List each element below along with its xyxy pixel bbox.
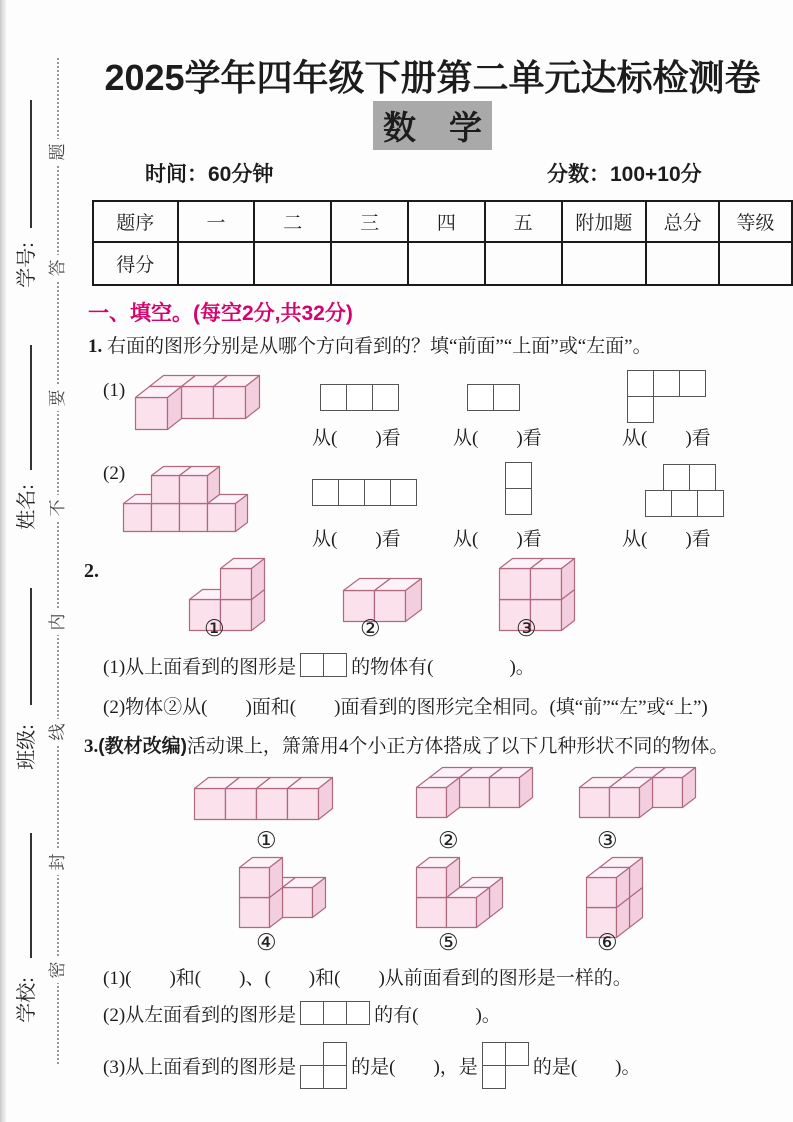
view-cell	[627, 396, 654, 423]
seal-char: 内	[45, 609, 71, 635]
q2-sub2[interactable]: (2)物体②从( )面和( )面看到的图形完全相同。(填“前”“左”或“上”)	[103, 697, 708, 718]
view-cell	[467, 384, 494, 411]
student-id-label: 学号:	[16, 242, 38, 288]
view-cell	[671, 490, 698, 517]
class-label: 班级:	[16, 724, 38, 770]
q3-sub1[interactable]: (1)( )和( )、( )和( )从前面看到的图形是一样的。	[103, 968, 632, 989]
q1-view-caption[interactable]: 从( )看	[453, 529, 542, 550]
q2-number: 2.	[84, 560, 99, 582]
q3-text	[84, 731, 728, 758]
q1-figure-2	[122, 465, 249, 533]
subject-title: 数 学	[373, 101, 492, 150]
q3-sub2-pre: (2)从左面看到的图形是	[103, 1004, 297, 1026]
score-table-cell: 四	[408, 201, 485, 242]
q1-view-caption[interactable]: 从( )看	[622, 428, 711, 449]
view-cell	[364, 479, 391, 506]
view-cell	[482, 1065, 506, 1089]
score-table-cell: 二	[254, 201, 331, 242]
score-table-cell: 三	[331, 201, 408, 242]
view-cell	[323, 653, 347, 677]
view-cell	[645, 490, 672, 517]
score-table-cell: 一	[178, 201, 255, 242]
q2-figure-3	[498, 557, 576, 632]
q1-view-caption[interactable]: 从( )看	[622, 529, 711, 550]
q2-sub1-pre: (1)从上面看到的图形是	[103, 656, 297, 678]
score-input-cell[interactable]	[408, 242, 485, 285]
score-label: 分数：100+10分	[547, 163, 702, 186]
view-cell	[390, 479, 417, 506]
q3-sub3-shape-b	[482, 1042, 529, 1089]
q3-figure-4	[238, 856, 327, 929]
view-cell	[482, 1042, 506, 1066]
q1-item1-label: (1)	[103, 380, 126, 401]
view-cell	[346, 384, 373, 411]
score-table-score-row	[93, 242, 792, 285]
class-blank-line[interactable]	[30, 588, 32, 705]
q3-sub3-blank-2[interactable]: 的是( )。	[532, 1056, 641, 1078]
score-table-cell: 题序	[93, 201, 178, 242]
score-table-cell: 总分	[646, 201, 719, 242]
view-cell	[679, 370, 706, 397]
score-input-cell[interactable]	[562, 242, 647, 285]
score-table-cell: 附加题	[562, 201, 647, 242]
q3-figure-5	[415, 856, 504, 929]
name-label: 姓名:	[16, 484, 38, 530]
score-input-cell[interactable]	[719, 242, 792, 285]
view-cell	[653, 370, 680, 397]
q3-sub3	[103, 1038, 640, 1092]
view-cell	[338, 479, 365, 506]
score-row-label: 得分	[93, 242, 178, 285]
q3-figure-1	[193, 776, 334, 821]
q1-body: 右面的图形分别是从哪个方向看到的？填“前面”“上面”或“左面”。	[107, 336, 652, 357]
q3-figure-3-label: ③	[597, 828, 618, 853]
student-id-blank-line[interactable]	[30, 100, 32, 228]
q3-figure-6	[585, 856, 644, 939]
seal-char: 密	[45, 957, 71, 983]
seal-char: 答	[45, 255, 71, 281]
view-cell	[505, 1042, 529, 1066]
view-cell	[505, 488, 532, 515]
q2-sub1	[103, 648, 535, 682]
seal-char: 封	[45, 849, 71, 875]
q1-view-front	[320, 384, 399, 411]
q2-figure-1	[188, 557, 266, 632]
q1-item2-view-front	[312, 479, 417, 506]
q3-figure-6-label: ⑥	[597, 930, 618, 955]
seal-char: 不	[45, 495, 71, 521]
q1-item2-view-left	[505, 462, 532, 515]
q3-tag: (教材改编)	[98, 736, 187, 757]
view-cell	[627, 370, 654, 397]
q2-figure-1-label: ①	[204, 616, 225, 641]
seal-char: 题	[45, 139, 71, 165]
q3-sub3-shape-a	[300, 1042, 347, 1089]
score-input-cell[interactable]	[178, 242, 255, 285]
view-cell	[346, 1001, 370, 1025]
q3-figure-3	[578, 766, 697, 819]
q3-figure-5-label: ⑤	[438, 930, 459, 955]
school-label: 学校:	[16, 977, 38, 1023]
q2-figure-3-label: ③	[516, 616, 537, 641]
q1-view-caption[interactable]: 从( )看	[312, 529, 401, 550]
score-input-cell[interactable]	[646, 242, 719, 285]
score-table-cell: 五	[485, 201, 562, 242]
score-input-cell[interactable]	[485, 242, 562, 285]
view-cell	[300, 1001, 324, 1025]
q3-sub3-pre: (3)从上面看到的图形是	[103, 1056, 297, 1078]
q3-sub2	[103, 996, 501, 1030]
view-cell	[300, 653, 324, 677]
q1-view-top	[627, 370, 706, 423]
seal-char: 线	[45, 719, 71, 745]
q3-body: 活动课上，箫箫用4个小正方体搭成了以下几种形状不同的物体。	[186, 736, 729, 757]
view-cell	[323, 1001, 347, 1025]
score-input-cell[interactable]	[331, 242, 408, 285]
q1-number: 1.	[88, 336, 103, 357]
seal-dotted-line	[57, 58, 59, 1064]
q2-sub1-blank[interactable]: 的物体有( )。	[351, 656, 535, 678]
q1-view-caption[interactable]: 从( )看	[312, 428, 401, 449]
q2-figure-2-label: ②	[360, 616, 381, 641]
q2-sub1-shape	[300, 653, 347, 677]
score-table	[92, 200, 793, 286]
view-cell	[323, 1042, 347, 1066]
q1-view-caption[interactable]: 从( )看	[453, 428, 542, 449]
q3-figure-1-label: ①	[256, 828, 277, 853]
q3-figure-2	[415, 766, 534, 819]
school-blank-line[interactable]	[30, 833, 32, 958]
section1-heading: 一、填空。(每空2分,共32分)	[88, 302, 353, 325]
q3-number: 3.	[84, 736, 99, 757]
q1-item2-label: (2)	[103, 463, 126, 484]
q3-sub2-blank[interactable]: 的有( )。	[374, 1004, 501, 1026]
q3-sub2-shape	[300, 1001, 370, 1025]
subject-wrap	[90, 101, 775, 150]
view-cell	[493, 384, 520, 411]
q1-text	[88, 331, 652, 358]
seal-char: 要	[45, 385, 71, 411]
view-cell	[320, 384, 347, 411]
q3-sub3-blank-1[interactable]: 的是( )，是	[351, 1056, 478, 1078]
time-label: 时间：60分钟	[145, 163, 274, 186]
page-title: 2025学年四年级下册第二单元达标检测卷	[104, 57, 761, 98]
q1-item2-view-top	[645, 464, 724, 517]
q1-view-left	[467, 384, 520, 411]
score-input-cell[interactable]	[254, 242, 331, 285]
view-cell	[312, 479, 339, 506]
q1-figure-1	[134, 374, 261, 431]
view-cell	[323, 1065, 347, 1089]
score-table-cell: 等级	[719, 201, 792, 242]
view-cell	[697, 490, 724, 517]
view-cell	[663, 464, 690, 491]
name-blank-line[interactable]	[30, 345, 32, 470]
view-cell	[505, 462, 532, 489]
view-cell	[689, 464, 716, 491]
view-cell	[300, 1065, 324, 1089]
score-table-header-row	[93, 201, 792, 242]
q3-figure-4-label: ④	[256, 930, 277, 955]
view-cell	[372, 384, 399, 411]
q2-figure-2	[342, 577, 423, 623]
q3-figure-2-label: ②	[438, 828, 459, 853]
